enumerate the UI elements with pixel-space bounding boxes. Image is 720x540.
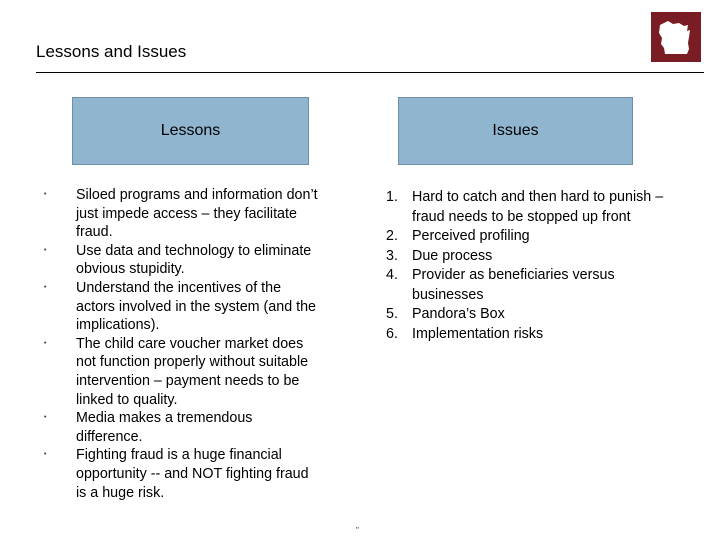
lesson-text: Fighting fraud is a huge financial opportunity -- and NOT fighting fraud is a huge risk.: [76, 447, 309, 501]
lessons-list: [36, 186, 321, 502]
bullet-icon: •: [44, 246, 47, 254]
issue-text: Due process: [412, 247, 493, 264]
issue-text: Provider as beneficiaries versus businesses: [412, 267, 615, 303]
issue-text: Perceived profiling: [412, 228, 530, 244]
issues-header-box: [398, 97, 633, 165]
issue-item: [386, 247, 666, 267]
lesson-item: [36, 409, 321, 446]
lessons-heading: Lessons: [160, 122, 221, 139]
issue-text: Hard to catch and then hard to punish – fraud needs to be stopped up front: [412, 189, 664, 225]
issue-item: [386, 266, 666, 305]
bullet-icon: •: [44, 283, 47, 291]
title-underline: [36, 72, 704, 73]
lesson-text: Use data and technology to eliminate obvious stupidity.: [76, 242, 312, 278]
issues-list: [386, 188, 666, 344]
lessons-header-box: [72, 97, 309, 165]
issue-item: [386, 188, 666, 227]
issues-heading: Issues: [492, 122, 539, 139]
issue-number: 1.: [386, 189, 398, 205]
issue-item: [386, 325, 666, 345]
issue-number: 5.: [386, 306, 398, 322]
issue-number: 4.: [386, 267, 398, 283]
lesson-item: [36, 446, 321, 502]
lesson-item: [36, 335, 321, 409]
issue-text: Pandora’s Box: [412, 306, 505, 322]
issue-text: Implementation risks: [412, 325, 544, 342]
lesson-item: [36, 279, 321, 335]
wisconsin-logo: [651, 12, 701, 62]
bullet-icon: •: [44, 191, 47, 198]
issue-number: 3.: [386, 247, 398, 264]
footer-mark: ": [356, 526, 359, 535]
issue-number: 2.: [386, 228, 398, 244]
bullet-icon: •: [44, 339, 47, 347]
wisconsin-state-outline-icon: [651, 12, 701, 62]
issue-number: 6.: [386, 325, 398, 342]
issue-item: [386, 227, 666, 247]
lesson-text: Understand the incentives of the actors involved in the system (and the implications).: [76, 279, 316, 334]
issue-item: [386, 305, 666, 325]
lesson-text: Media makes a tremendous difference.: [76, 410, 253, 445]
slide-title: Lessons and Issues: [36, 42, 187, 61]
bullet-icon: •: [44, 451, 47, 459]
bullet-icon: •: [44, 414, 47, 422]
lesson-item: [36, 242, 321, 279]
lesson-item: [36, 186, 321, 242]
lesson-text: The child care voucher market does not function properly without suitable intervention – payment needs to be linked to quality.: [76, 335, 309, 408]
lesson-text: Siloed programs and information don’t just impede access – they facilitate fraud.: [76, 187, 318, 241]
